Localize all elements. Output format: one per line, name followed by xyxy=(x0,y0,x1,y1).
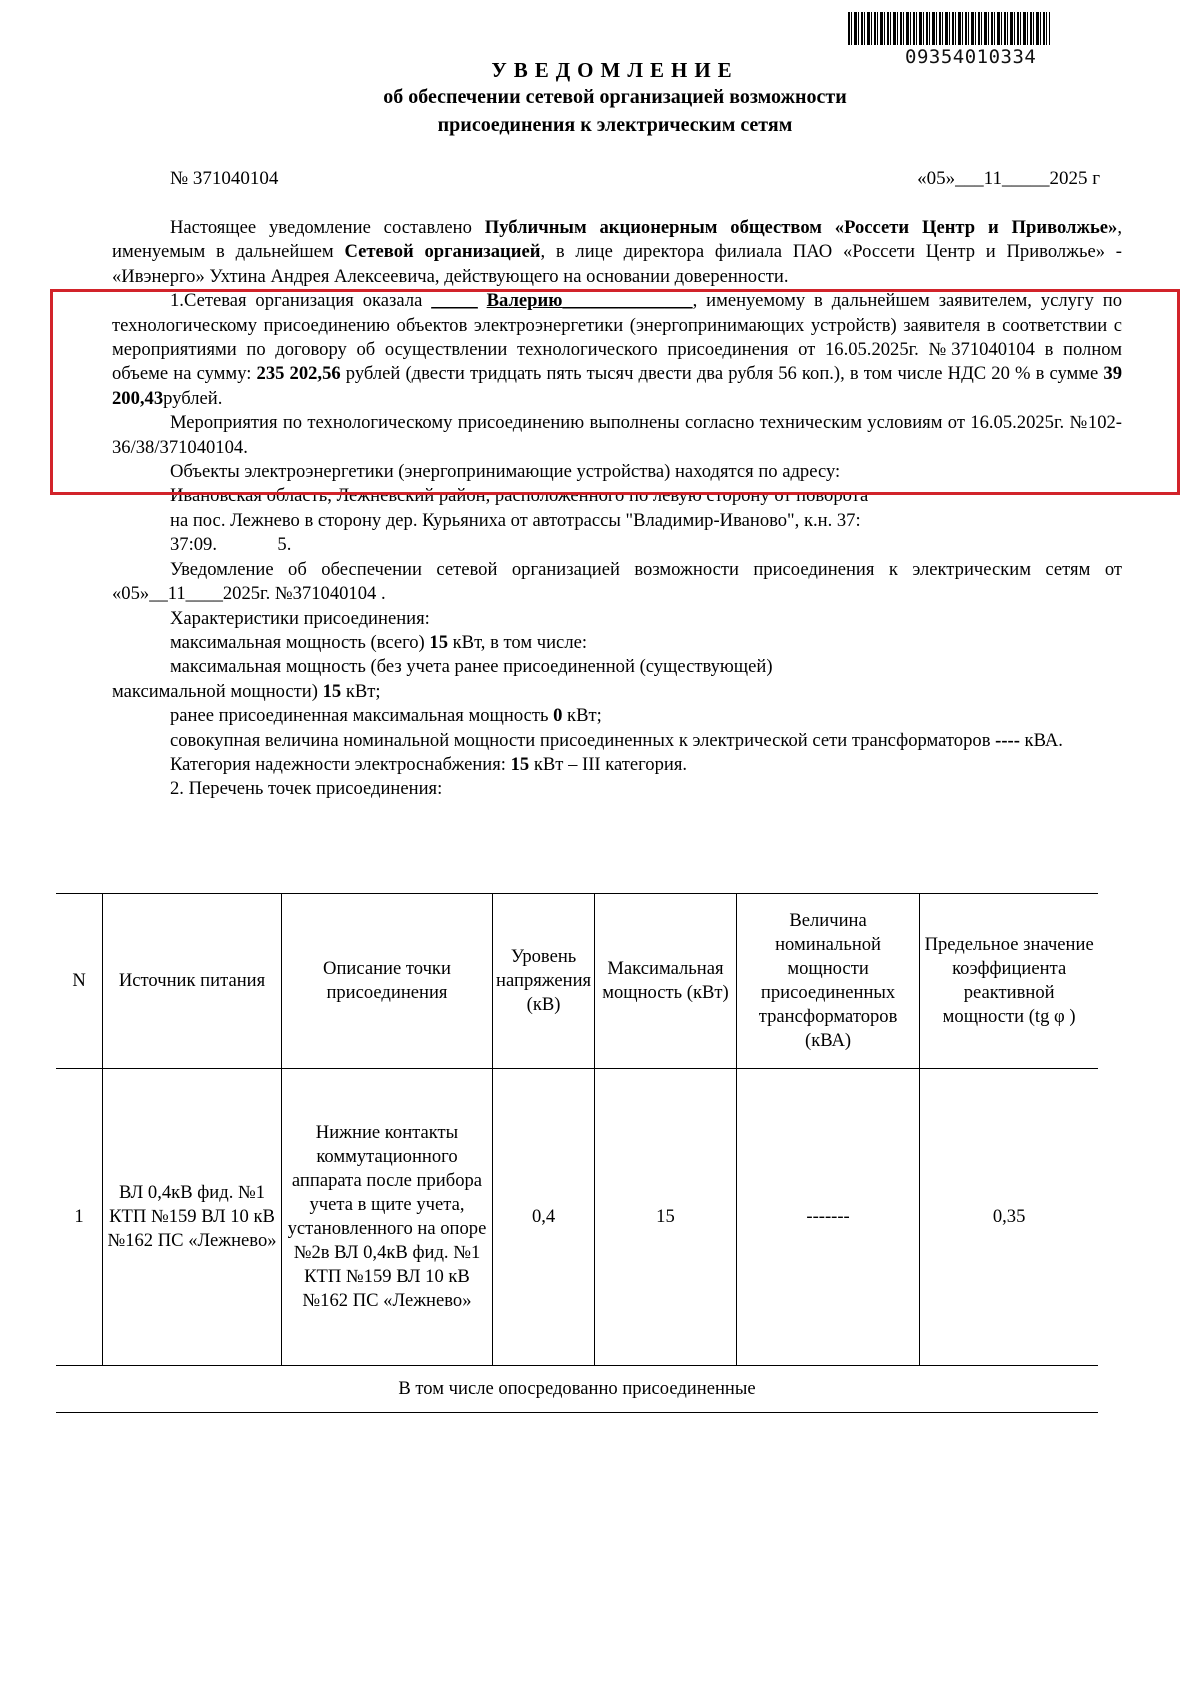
barcode xyxy=(848,12,1050,45)
organization-name: Публичным акционерным обществом «Россети Центр и Приволжье» xyxy=(484,217,1118,238)
section-1-paragraph: 1.Сетевая организация оказала _____ Валерию______________, именуемому в дальнейшем заявителем, услугу по технологическому присоединению объектов электроэнергетики (энергопринимающих устройств) заявителя в соответствии с мероприятиями по договору об осуществлении технологического присоединения от 16.05.2025г. №371040104 в полном объеме на сумму: 235 202,56 рублей (двести тридцать пять тысяч двести два рубля 56 коп.), в том числе НДС 20 % в сумме 39 200,43рублей. xyxy=(112,290,1123,409)
measures-paragraph: Мероприятия по технологическому присоединению выполнены согласно техническим условиям от 16.05.2025г. №102-36/38/371040104. xyxy=(112,412,1122,458)
table-header-cell: Максимальная мощность (кВт) xyxy=(595,894,737,1069)
table-cell: 0,4 xyxy=(493,1069,595,1366)
table-header-cell: N xyxy=(56,894,103,1069)
document-title: УВЕДОМЛЕНИЕ xyxy=(491,58,739,82)
table-header-row xyxy=(56,894,1098,1069)
intro-paragraph: Настоящее уведомление составлено Публичным акционерным обществом «Россети Центр и Приволжье», именуемым в дальнейшем Сетевой организацией, в лице директора филиала ПАО «Россети Центр и Приволжье» - «Ивэнерго» Ухтина Андрея Алексеевича, действующего на основании доверенности. xyxy=(112,217,1122,287)
objects-line4: 37:09. 5. xyxy=(170,534,292,556)
objects-line1: Объекты электроэнергетики (энергопринимающие устройства) находятся по адресу: xyxy=(170,461,841,483)
document-date: «05»___11_____2025 г xyxy=(917,168,1100,189)
document-subtitle-line1: об обеспечении сетевой организацией возможности xyxy=(383,86,847,108)
barcode-number: 09354010334 xyxy=(905,46,1037,68)
table-footer-cell: В том числе опосредованно присоединенные xyxy=(56,1366,1098,1413)
table-header-cell: Предельное значение коэффициента реактивной мощности (tg φ ) xyxy=(920,894,1098,1069)
max-power-new-line2: максимальной мощности) 15 кВт; xyxy=(112,680,381,702)
characteristics-heading: Характеристики присоединения: xyxy=(170,607,430,629)
objects-line2: Ивановская область, Лежневский район, расположенного по левую сторону от поворота xyxy=(170,485,869,507)
points-list-heading: 2. Перечень точек присоединения: xyxy=(170,778,443,800)
document-subtitle-line2: присоединения к электрическим сетям xyxy=(437,114,793,136)
previous-power: ранее присоединенная максимальная мощность 0 кВт; xyxy=(170,705,602,727)
network-organization-term: Сетевой организацией xyxy=(344,241,541,263)
table-header-cell: Величина номинальной мощности присоединенных трансформаторов (кВА) xyxy=(736,894,919,1069)
table-header-cell: Уровень напряжения (кВ) xyxy=(493,894,595,1069)
connection-points-table xyxy=(56,893,1098,1413)
total-sum: 235 202,56 xyxy=(256,363,341,385)
table-cell: ВЛ 0,4кВ фид. №1 КТП №159 ВЛ 10 кВ №162 ПС «Лежнево» xyxy=(103,1069,282,1366)
table-row xyxy=(56,1069,1098,1366)
transformers-power: совокупная величина номинальной мощности присоединенных к электрической сети трансформаторов ---- кВА. xyxy=(170,729,1063,751)
table-header-cell: Источник питания xyxy=(103,894,282,1069)
objects-line3: на пос. Лежнево в сторону дер. Курьяниха от автотрассы "Владимир-Иваново", к.н. 37: xyxy=(170,509,861,531)
vat-sum: 39 200,43 xyxy=(112,363,1123,409)
applicant-name-blank: ______________ xyxy=(562,290,693,312)
max-power-total: максимальная мощность (всего) 15 кВт, в том числе: xyxy=(170,631,588,653)
notice-reference: Уведомление об обеспечении сетевой организацией возможности присоединения к электрическим сетям от «05»__11____2025г. №371040104 . xyxy=(112,558,1122,605)
applicant-name: Валерию xyxy=(486,290,563,312)
applicant-name-blank: _____ xyxy=(431,290,478,312)
table-cell: 0,35 xyxy=(920,1069,1098,1366)
table-cell: ------- xyxy=(736,1069,919,1366)
table-cell: 15 xyxy=(595,1069,737,1366)
table-cell: Нижние контакты коммутационного аппарата после прибора учета в щите учета, установленного на опоре №2в ВЛ 0,4кВ фид. №1 КТП №159 ВЛ 10 кВ №162 ПС «Лежнево» xyxy=(281,1069,492,1366)
reliability-category: Категория надежности электроснабжения: 15 кВт – III категория. xyxy=(170,753,688,775)
max-power-new-line1: максимальная мощность (без учета ранее присоединенной (существующей) xyxy=(170,656,773,678)
table-cell: 1 xyxy=(56,1069,103,1366)
table-footer-row xyxy=(56,1366,1098,1413)
table-header-cell: Описание точки присоединения xyxy=(281,894,492,1069)
document-number: № 371040104 xyxy=(170,168,279,189)
highlight-box xyxy=(50,289,1180,495)
